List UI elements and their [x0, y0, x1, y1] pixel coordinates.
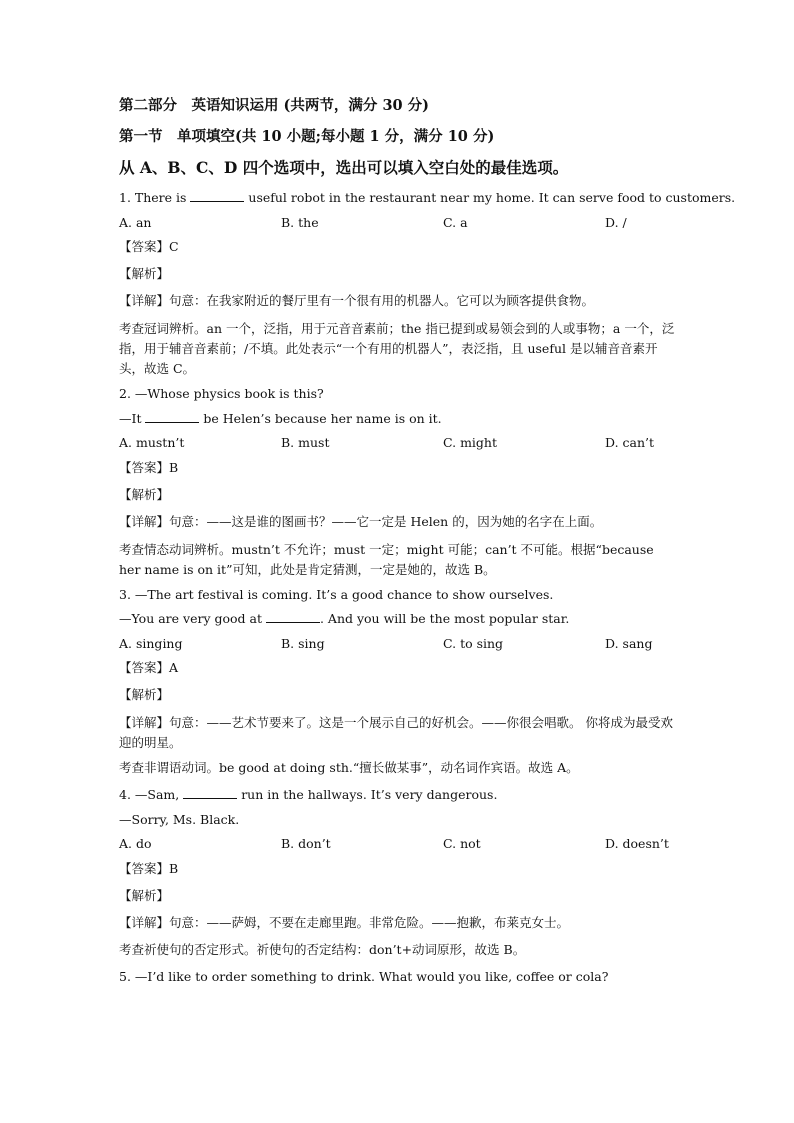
question-2-options [119, 434, 679, 451]
answer-blank [183, 786, 237, 799]
question-3-answer: 【答案】A [119, 660, 179, 675]
question-1-explain: 考查冠词辨析。an 一个，泛指，用于元音音素前；the 指已提到或易领会到的人或事物；a 一个，泛指，用于辅音音素前；/不填。此处表示“一个有用的机器人”，表泛指，且 useful 是以辅音音素开头，故选 C。 [119, 321, 675, 376]
question-3-detail: 【详解】句意：——艺术节要来了。这是一个展示自己的好机会。——你很会唱歌。 你将成为最受欢迎的明星。 [119, 715, 673, 750]
answer-blank [145, 410, 199, 423]
question-2-response: —It be Helen’s because her name is on it. [119, 410, 442, 426]
question-1-analysis: 【解析】 [119, 266, 170, 281]
option-b: B. sing [281, 635, 325, 651]
question-3-options [119, 635, 679, 652]
option-b: B. don’t [281, 836, 331, 851]
question-4-detail: 【详解】句意：——萨姆，不要在走廊里跑。非常危险。——抱歉，布莱克女士。 [119, 914, 570, 930]
section-heading: 第一节 单项填空(共 10 小题;每小题 1 分，满分 10 分) [119, 128, 495, 145]
option-a: A. singing [119, 635, 183, 651]
option-a: A. mustn’t [119, 435, 185, 450]
question-1-detail: 【详解】句意：在我家附近的餐厅里有一个很有用的机器人。它可以为顾客提供食物。 [119, 293, 595, 308]
option-b: B. must [281, 435, 330, 450]
option-b: B. the [281, 214, 319, 230]
question-4-stem: 4. —Sam, run in the hallways. It’s very dangerous. [119, 787, 498, 802]
option-c: C. a [443, 214, 468, 230]
question-2-detail: 【详解】句意：——这是谁的图画书？——它一定是 Helen 的，因为她的名字在上面。 [119, 513, 603, 529]
option-a: A. an [119, 214, 152, 230]
instruction: 从 A、B、C、D 四个选项中，选出可以填入空白处的最佳选项。 [119, 158, 569, 177]
question-3-response: —You are very good at . And you will be the most popular star. [119, 611, 570, 626]
question-4-explain: 考查祈使句的否定形式。祈使句的否定结构：don’t+动词原形，故选 B。 [119, 941, 526, 957]
question-1-stem: 1. There is useful robot in the restaurant near my home. It can serve food to customers. [119, 190, 736, 205]
answer-blank [190, 189, 244, 202]
question-3-analysis: 【解析】 [119, 687, 170, 702]
option-d: D. doesn’t [605, 836, 669, 851]
document-content [119, 96, 736, 992]
question-4-analysis: 【解析】 [119, 887, 170, 903]
option-c: C. not [443, 836, 481, 851]
option-c: C. to sing [443, 635, 504, 651]
question-4-answer: 【答案】B [119, 860, 179, 876]
question-4-options [119, 835, 679, 852]
question-1-answer: 【答案】C [119, 239, 179, 254]
answer-blank [266, 610, 320, 623]
part-heading: 第二部分 英语知识运用 (共两节，满分 30 分) [119, 97, 430, 114]
question-5-stem: 5. —I’d like to order something to drink. What would you like, coffee or cola? [119, 968, 609, 984]
question-1-options [119, 214, 679, 231]
option-d: D. sang [605, 635, 653, 651]
question-3-stem: 3. —The art festival is coming. It’s a good chance to show ourselves. [119, 586, 554, 602]
question-2-answer: 【答案】B [119, 459, 179, 475]
option-d: D. / [605, 214, 627, 230]
question-2-analysis: 【解析】 [119, 486, 170, 502]
option-a: A. do [119, 836, 152, 851]
option-c: C. might [443, 435, 497, 450]
question-3-explain: 考查非谓语动词。be good at doing sth.“擅长做某事”，动名词作宾语。故选 A。 [119, 760, 579, 775]
question-2-stem: 2. —Whose physics book is this? [119, 386, 324, 401]
question-2-explain: 考查情态动词辨析。mustn’t 不允许；must 一定；might 可能；can’t 不可能。根据“because her name is on it”可知，此处是肯定猜测，一定是她的，故选 B。 [119, 541, 654, 577]
question-4-response: —Sorry, Ms. Black. [119, 811, 240, 827]
option-d: D. can’t [605, 435, 655, 450]
